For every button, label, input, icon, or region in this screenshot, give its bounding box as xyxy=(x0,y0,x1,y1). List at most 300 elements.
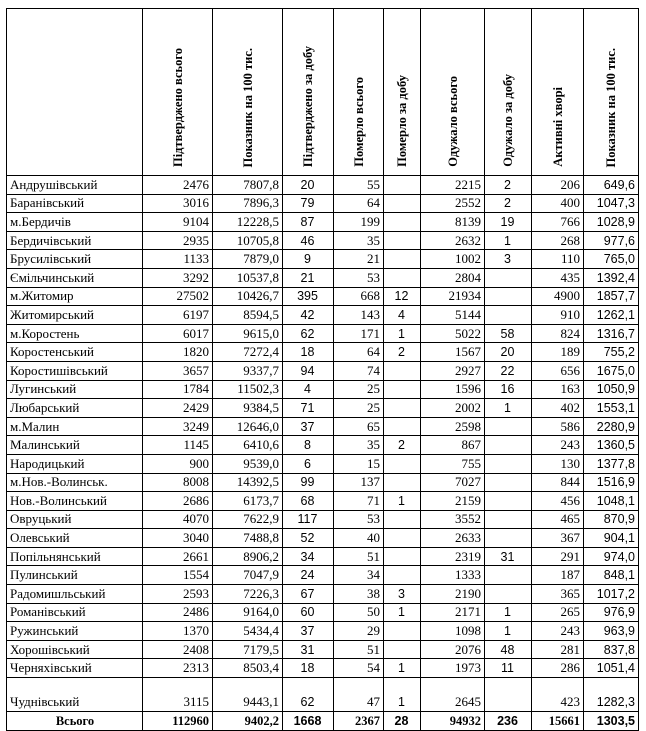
cell-recovered-daily xyxy=(485,287,532,306)
cell-confirmed-daily: 31 xyxy=(283,640,334,659)
cell-deaths-daily xyxy=(384,529,421,548)
cell-confirmed-total: 3249 xyxy=(143,417,213,436)
cell-confirmed-total: 4070 xyxy=(143,510,213,529)
cell-deaths-daily xyxy=(384,510,421,529)
cell-active-cases: 766 xyxy=(532,213,584,232)
region-name: Андрушівський xyxy=(7,176,143,195)
cell-recovered-total: 2645 xyxy=(421,678,485,712)
cell-deaths-total: 65 xyxy=(334,417,384,436)
region-name: Нов.-Волинський xyxy=(7,492,143,511)
cell-active-rate-per-100k: 1047,3 xyxy=(584,194,639,213)
table-row xyxy=(7,473,639,492)
cell-confirmed-daily: 68 xyxy=(283,492,334,511)
cell-active-rate-per-100k: 1303,5 xyxy=(584,712,639,731)
cell-recovered-daily: 1 xyxy=(485,231,532,250)
table-row xyxy=(7,324,639,343)
cell-confirmed-total: 2429 xyxy=(143,399,213,418)
header-label: Активні хворі xyxy=(550,87,565,167)
table-row xyxy=(7,436,639,455)
cell-active-rate-per-100k: 1262,1 xyxy=(584,306,639,325)
region-name: Лугинський xyxy=(7,380,143,399)
cell-active-cases: 110 xyxy=(532,250,584,269)
cell-recovered-daily xyxy=(485,436,532,455)
header-label: Підтверджено за добу xyxy=(301,45,315,167)
cell-recovered-total: 755 xyxy=(421,454,485,473)
region-header xyxy=(7,9,143,176)
cell-active-rate-per-100k: 1051,4 xyxy=(584,659,639,678)
cell-rate-per-100k: 14392,5 xyxy=(213,473,283,492)
cell-rate-per-100k: 11502,3 xyxy=(213,380,283,399)
cell-rate-per-100k: 9443,1 xyxy=(213,678,283,712)
cell-active-rate-per-100k: 1316,7 xyxy=(584,324,639,343)
table-row xyxy=(7,231,639,250)
cell-deaths-total: 15 xyxy=(334,454,384,473)
cell-recovered-total: 5022 xyxy=(421,324,485,343)
cell-recovered-total: 94932 xyxy=(421,712,485,731)
cell-recovered-daily: 11 xyxy=(485,659,532,678)
cell-active-cases: 456 xyxy=(532,492,584,511)
cell-recovered-daily: 16 xyxy=(485,380,532,399)
cell-deaths-total: 51 xyxy=(334,640,384,659)
cell-recovered-total: 8139 xyxy=(421,213,485,232)
table-row xyxy=(7,176,639,195)
cell-active-rate-per-100k: 837,8 xyxy=(584,640,639,659)
region-name: Романівський xyxy=(7,603,143,622)
cell-confirmed-daily: 37 xyxy=(283,417,334,436)
cell-deaths-total: 53 xyxy=(334,268,384,287)
cell-active-rate-per-100k: 1282,3 xyxy=(584,678,639,712)
region-name: Пулинський xyxy=(7,566,143,585)
table-row xyxy=(7,529,639,548)
cell-confirmed-total: 2313 xyxy=(143,659,213,678)
recovered-daily-header xyxy=(485,9,532,176)
cell-deaths-daily xyxy=(384,399,421,418)
cell-recovered-total: 867 xyxy=(421,436,485,455)
deaths-total-header xyxy=(334,9,384,176)
cell-deaths-daily: 1 xyxy=(384,324,421,343)
cell-recovered-daily xyxy=(485,268,532,287)
active-rate-per-100k-header xyxy=(584,9,639,176)
cell-confirmed-daily: 18 xyxy=(283,659,334,678)
cell-active-rate-per-100k: 1048,1 xyxy=(584,492,639,511)
cell-confirmed-daily: 94 xyxy=(283,361,334,380)
cell-deaths-daily xyxy=(384,454,421,473)
cell-deaths-total: 34 xyxy=(334,566,384,585)
cell-rate-per-100k: 7047,9 xyxy=(213,566,283,585)
cell-confirmed-daily: 1668 xyxy=(283,712,334,731)
region-name: Радомишльський xyxy=(7,585,143,604)
cell-confirmed-total: 3292 xyxy=(143,268,213,287)
cell-recovered-total: 2598 xyxy=(421,417,485,436)
cell-deaths-daily: 12 xyxy=(384,287,421,306)
cell-confirmed-total: 1820 xyxy=(143,343,213,362)
cell-recovered-total: 1596 xyxy=(421,380,485,399)
cell-confirmed-daily: 62 xyxy=(283,678,334,712)
cell-confirmed-total: 112960 xyxy=(143,712,213,731)
cell-active-cases: 189 xyxy=(532,343,584,362)
cell-active-cases: 367 xyxy=(532,529,584,548)
cell-recovered-total: 2076 xyxy=(421,640,485,659)
cell-rate-per-100k: 12646,0 xyxy=(213,417,283,436)
cell-active-rate-per-100k: 974,0 xyxy=(584,547,639,566)
cell-active-rate-per-100k: 1028,9 xyxy=(584,213,639,232)
cell-rate-per-100k: 9539,0 xyxy=(213,454,283,473)
cell-rate-per-100k: 6173,7 xyxy=(213,492,283,511)
cell-active-rate-per-100k: 1360,5 xyxy=(584,436,639,455)
cell-recovered-daily: 19 xyxy=(485,213,532,232)
cell-deaths-daily: 1 xyxy=(384,603,421,622)
cell-active-rate-per-100k: 2280,9 xyxy=(584,417,639,436)
cell-confirmed-total: 3040 xyxy=(143,529,213,548)
cell-active-cases: 824 xyxy=(532,324,584,343)
cell-recovered-daily xyxy=(485,510,532,529)
cell-confirmed-total: 2486 xyxy=(143,603,213,622)
region-name: Чуднівський xyxy=(7,678,143,712)
cell-deaths-total: 199 xyxy=(334,213,384,232)
cell-confirmed-daily: 24 xyxy=(283,566,334,585)
region-name: Черняхівський xyxy=(7,659,143,678)
cell-deaths-total: 25 xyxy=(334,399,384,418)
cell-deaths-total: 55 xyxy=(334,176,384,195)
cell-active-cases: 365 xyxy=(532,585,584,604)
cell-deaths-daily xyxy=(384,380,421,399)
cell-recovered-daily: 2 xyxy=(485,176,532,195)
cell-recovered-daily xyxy=(485,492,532,511)
cell-recovered-total: 2319 xyxy=(421,547,485,566)
cell-rate-per-100k: 8906,2 xyxy=(213,547,283,566)
recovered-total-header xyxy=(421,9,485,176)
cell-confirmed-daily: 62 xyxy=(283,324,334,343)
cell-confirmed-total: 1370 xyxy=(143,622,213,641)
region-name: Малинський xyxy=(7,436,143,455)
cell-active-rate-per-100k: 1017,2 xyxy=(584,585,639,604)
cell-active-cases: 423 xyxy=(532,678,584,712)
cell-deaths-daily xyxy=(384,268,421,287)
rate-per-100k-header xyxy=(213,9,283,176)
table-row xyxy=(7,603,639,622)
header-label: Одужало всього xyxy=(445,76,460,167)
cell-confirmed-daily: 67 xyxy=(283,585,334,604)
cell-deaths-daily xyxy=(384,213,421,232)
cell-deaths-daily xyxy=(384,566,421,585)
cell-active-rate-per-100k: 765,0 xyxy=(584,250,639,269)
cell-active-cases: 268 xyxy=(532,231,584,250)
cell-active-cases: 586 xyxy=(532,417,584,436)
cell-recovered-daily xyxy=(485,454,532,473)
cell-active-cases: 206 xyxy=(532,176,584,195)
cell-deaths-total: 51 xyxy=(334,547,384,566)
cell-recovered-daily xyxy=(485,585,532,604)
table-row xyxy=(7,306,639,325)
table-row xyxy=(7,454,639,473)
cell-active-cases: 130 xyxy=(532,454,584,473)
cell-confirmed-daily: 52 xyxy=(283,529,334,548)
cell-deaths-total: 71 xyxy=(334,492,384,511)
cell-recovered-daily: 1 xyxy=(485,603,532,622)
region-name: Житомирський xyxy=(7,306,143,325)
cell-recovered-total: 2633 xyxy=(421,529,485,548)
cell-recovered-total: 2159 xyxy=(421,492,485,511)
region-name: Олевський xyxy=(7,529,143,548)
cell-confirmed-daily: 18 xyxy=(283,343,334,362)
cell-recovered-total: 21934 xyxy=(421,287,485,306)
cell-rate-per-100k: 8503,4 xyxy=(213,659,283,678)
cell-rate-per-100k: 12228,5 xyxy=(213,213,283,232)
cell-rate-per-100k: 9164,0 xyxy=(213,603,283,622)
cell-rate-per-100k: 10537,8 xyxy=(213,268,283,287)
region-name: Овруцький xyxy=(7,510,143,529)
cell-active-cases: 291 xyxy=(532,547,584,566)
cell-recovered-daily: 3 xyxy=(485,250,532,269)
cell-recovered-daily: 31 xyxy=(485,547,532,566)
cell-deaths-total: 64 xyxy=(334,343,384,362)
cell-recovered-daily: 58 xyxy=(485,324,532,343)
cell-rate-per-100k: 7488,8 xyxy=(213,529,283,548)
region-name: Всього xyxy=(7,712,143,731)
cell-rate-per-100k: 7226,3 xyxy=(213,585,283,604)
confirmed-total-header xyxy=(143,9,213,176)
region-name: Коростенський xyxy=(7,343,143,362)
region-name: Коростишівський xyxy=(7,361,143,380)
cell-active-rate-per-100k: 755,2 xyxy=(584,343,639,362)
table-row xyxy=(7,380,639,399)
cell-confirmed-total: 2686 xyxy=(143,492,213,511)
cell-active-cases: 400 xyxy=(532,194,584,213)
cell-recovered-total: 2190 xyxy=(421,585,485,604)
cell-active-cases: 910 xyxy=(532,306,584,325)
cell-recovered-daily: 1 xyxy=(485,399,532,418)
cell-confirmed-total: 2593 xyxy=(143,585,213,604)
cell-recovered-total: 2927 xyxy=(421,361,485,380)
cell-confirmed-total: 1133 xyxy=(143,250,213,269)
cell-active-cases: 844 xyxy=(532,473,584,492)
cell-recovered-total: 7027 xyxy=(421,473,485,492)
cell-active-rate-per-100k: 1857,7 xyxy=(584,287,639,306)
cell-deaths-daily xyxy=(384,250,421,269)
cell-rate-per-100k: 7622,9 xyxy=(213,510,283,529)
cell-recovered-total: 1973 xyxy=(421,659,485,678)
cell-recovered-total: 1002 xyxy=(421,250,485,269)
region-name: м.Бердичів xyxy=(7,213,143,232)
cell-active-cases: 243 xyxy=(532,622,584,641)
cell-confirmed-total: 1145 xyxy=(143,436,213,455)
cell-deaths-total: 25 xyxy=(334,380,384,399)
cell-recovered-total: 2804 xyxy=(421,268,485,287)
cell-active-cases: 281 xyxy=(532,640,584,659)
region-name: Народицький xyxy=(7,454,143,473)
table-row xyxy=(7,547,639,566)
table-row xyxy=(7,622,639,641)
cell-active-rate-per-100k: 976,9 xyxy=(584,603,639,622)
confirmed-daily-header xyxy=(283,9,334,176)
cell-confirmed-total: 3657 xyxy=(143,361,213,380)
cell-deaths-total: 171 xyxy=(334,324,384,343)
table-row xyxy=(7,343,639,362)
cell-deaths-daily: 3 xyxy=(384,585,421,604)
cell-deaths-daily xyxy=(384,361,421,380)
cell-deaths-total: 38 xyxy=(334,585,384,604)
cell-confirmed-total: 9104 xyxy=(143,213,213,232)
cell-deaths-daily xyxy=(384,640,421,659)
cell-confirmed-total: 6197 xyxy=(143,306,213,325)
cell-confirmed-daily: 37 xyxy=(283,622,334,641)
cell-deaths-daily: 2 xyxy=(384,343,421,362)
cell-deaths-total: 74 xyxy=(334,361,384,380)
cell-recovered-total: 2215 xyxy=(421,176,485,195)
header-row xyxy=(7,9,639,176)
cell-recovered-total: 3552 xyxy=(421,510,485,529)
cell-confirmed-daily: 8 xyxy=(283,436,334,455)
cell-recovered-total: 2552 xyxy=(421,194,485,213)
cell-rate-per-100k: 6410,6 xyxy=(213,436,283,455)
cell-deaths-total: 2367 xyxy=(334,712,384,731)
region-name: м.Нов.-Волинськ. xyxy=(7,473,143,492)
region-name: м.Коростень xyxy=(7,324,143,343)
cell-deaths-daily: 1 xyxy=(384,492,421,511)
cell-recovered-daily xyxy=(485,678,532,712)
cell-confirmed-daily: 21 xyxy=(283,268,334,287)
table-row xyxy=(7,417,639,436)
cell-recovered-daily xyxy=(485,306,532,325)
cell-confirmed-total: 3016 xyxy=(143,194,213,213)
cell-deaths-daily xyxy=(384,231,421,250)
cell-active-rate-per-100k: 1050,9 xyxy=(584,380,639,399)
cell-deaths-total: 137 xyxy=(334,473,384,492)
header-label: Одужало за добу xyxy=(501,74,515,167)
cell-active-rate-per-100k: 1392,4 xyxy=(584,268,639,287)
cell-rate-per-100k: 8594,5 xyxy=(213,306,283,325)
table-row xyxy=(7,213,639,232)
cell-confirmed-total: 6017 xyxy=(143,324,213,343)
deaths-daily-header xyxy=(384,9,421,176)
table-row xyxy=(7,492,639,511)
cell-recovered-daily: 2 xyxy=(485,194,532,213)
cell-active-cases: 265 xyxy=(532,603,584,622)
cell-recovered-total: 2632 xyxy=(421,231,485,250)
header-label: Підтверджено всього xyxy=(170,47,185,167)
cell-rate-per-100k: 9337,7 xyxy=(213,361,283,380)
cell-active-rate-per-100k: 870,9 xyxy=(584,510,639,529)
cell-deaths-total: 54 xyxy=(334,659,384,678)
cell-recovered-total: 2002 xyxy=(421,399,485,418)
cell-deaths-daily: 1 xyxy=(384,678,421,712)
cell-confirmed-total: 1554 xyxy=(143,566,213,585)
cell-confirmed-total: 2476 xyxy=(143,176,213,195)
cell-active-cases: 465 xyxy=(532,510,584,529)
cell-rate-per-100k: 5434,4 xyxy=(213,622,283,641)
table-row xyxy=(7,566,639,585)
cell-confirmed-total: 2935 xyxy=(143,231,213,250)
header-label: Показник на 100 тис. xyxy=(240,47,255,167)
cell-confirmed-daily: 79 xyxy=(283,194,334,213)
cell-rate-per-100k: 10705,8 xyxy=(213,231,283,250)
cell-active-cases: 656 xyxy=(532,361,584,380)
cell-active-cases: 163 xyxy=(532,380,584,399)
cell-deaths-daily xyxy=(384,176,421,195)
cell-deaths-total: 47 xyxy=(334,678,384,712)
cell-active-rate-per-100k: 649,6 xyxy=(584,176,639,195)
header-label: Померло всього xyxy=(351,77,366,167)
cell-recovered-daily xyxy=(485,473,532,492)
total-row xyxy=(7,712,639,731)
cell-active-cases: 402 xyxy=(532,399,584,418)
cell-confirmed-total: 1784 xyxy=(143,380,213,399)
cell-recovered-daily: 1 xyxy=(485,622,532,641)
region-name: Попільнянський xyxy=(7,547,143,566)
cell-confirmed-daily: 60 xyxy=(283,603,334,622)
cell-deaths-total: 64 xyxy=(334,194,384,213)
cell-deaths-daily: 1 xyxy=(384,659,421,678)
cell-deaths-total: 50 xyxy=(334,603,384,622)
table-row xyxy=(7,361,639,380)
table-row xyxy=(7,659,639,678)
cell-deaths-total: 29 xyxy=(334,622,384,641)
cell-recovered-daily: 20 xyxy=(485,343,532,362)
region-name: м.Житомир xyxy=(7,287,143,306)
cell-rate-per-100k: 7179,5 xyxy=(213,640,283,659)
region-name: Любарський xyxy=(7,399,143,418)
cell-deaths-daily: 2 xyxy=(384,436,421,455)
cell-rate-per-100k: 9384,5 xyxy=(213,399,283,418)
cell-rate-per-100k: 10426,7 xyxy=(213,287,283,306)
cell-deaths-total: 668 xyxy=(334,287,384,306)
cell-deaths-total: 35 xyxy=(334,231,384,250)
cell-confirmed-daily: 71 xyxy=(283,399,334,418)
table-row xyxy=(7,268,639,287)
table-row xyxy=(7,399,639,418)
cell-deaths-daily: 4 xyxy=(384,306,421,325)
region-name: Брусилівський xyxy=(7,250,143,269)
cell-confirmed-daily: 42 xyxy=(283,306,334,325)
cell-rate-per-100k: 7896,3 xyxy=(213,194,283,213)
cell-deaths-total: 53 xyxy=(334,510,384,529)
region-name: Хорошівський xyxy=(7,640,143,659)
cell-rate-per-100k: 7879,0 xyxy=(213,250,283,269)
cell-active-cases: 15661 xyxy=(532,712,584,731)
cell-active-rate-per-100k: 1377,8 xyxy=(584,454,639,473)
cell-recovered-total: 1098 xyxy=(421,622,485,641)
cell-recovered-total: 1567 xyxy=(421,343,485,362)
cell-confirmed-total: 3115 xyxy=(143,678,213,712)
cell-deaths-daily xyxy=(384,194,421,213)
cell-rate-per-100k: 9402,2 xyxy=(213,712,283,731)
cell-active-rate-per-100k: 848,1 xyxy=(584,566,639,585)
table-row xyxy=(7,250,639,269)
cell-deaths-total: 35 xyxy=(334,436,384,455)
region-name: Ружинський xyxy=(7,622,143,641)
cell-recovered-daily: 22 xyxy=(485,361,532,380)
active-cases-header xyxy=(532,9,584,176)
cell-deaths-total: 143 xyxy=(334,306,384,325)
covid-stats-table xyxy=(6,8,639,731)
cell-confirmed-total: 2408 xyxy=(143,640,213,659)
cell-confirmed-daily: 46 xyxy=(283,231,334,250)
cell-confirmed-daily: 395 xyxy=(283,287,334,306)
cell-rate-per-100k: 9615,0 xyxy=(213,324,283,343)
cell-deaths-total: 21 xyxy=(334,250,384,269)
table-body xyxy=(7,176,639,731)
header-label: Показник на 100 тис. xyxy=(604,47,618,167)
cell-confirmed-total: 27502 xyxy=(143,287,213,306)
cell-confirmed-daily: 20 xyxy=(283,176,334,195)
cell-deaths-daily xyxy=(384,622,421,641)
cell-active-rate-per-100k: 977,6 xyxy=(584,231,639,250)
table-row xyxy=(7,640,639,659)
cell-confirmed-daily: 4 xyxy=(283,380,334,399)
table-row xyxy=(7,510,639,529)
table-row xyxy=(7,585,639,604)
region-name: Бердичівський xyxy=(7,231,143,250)
